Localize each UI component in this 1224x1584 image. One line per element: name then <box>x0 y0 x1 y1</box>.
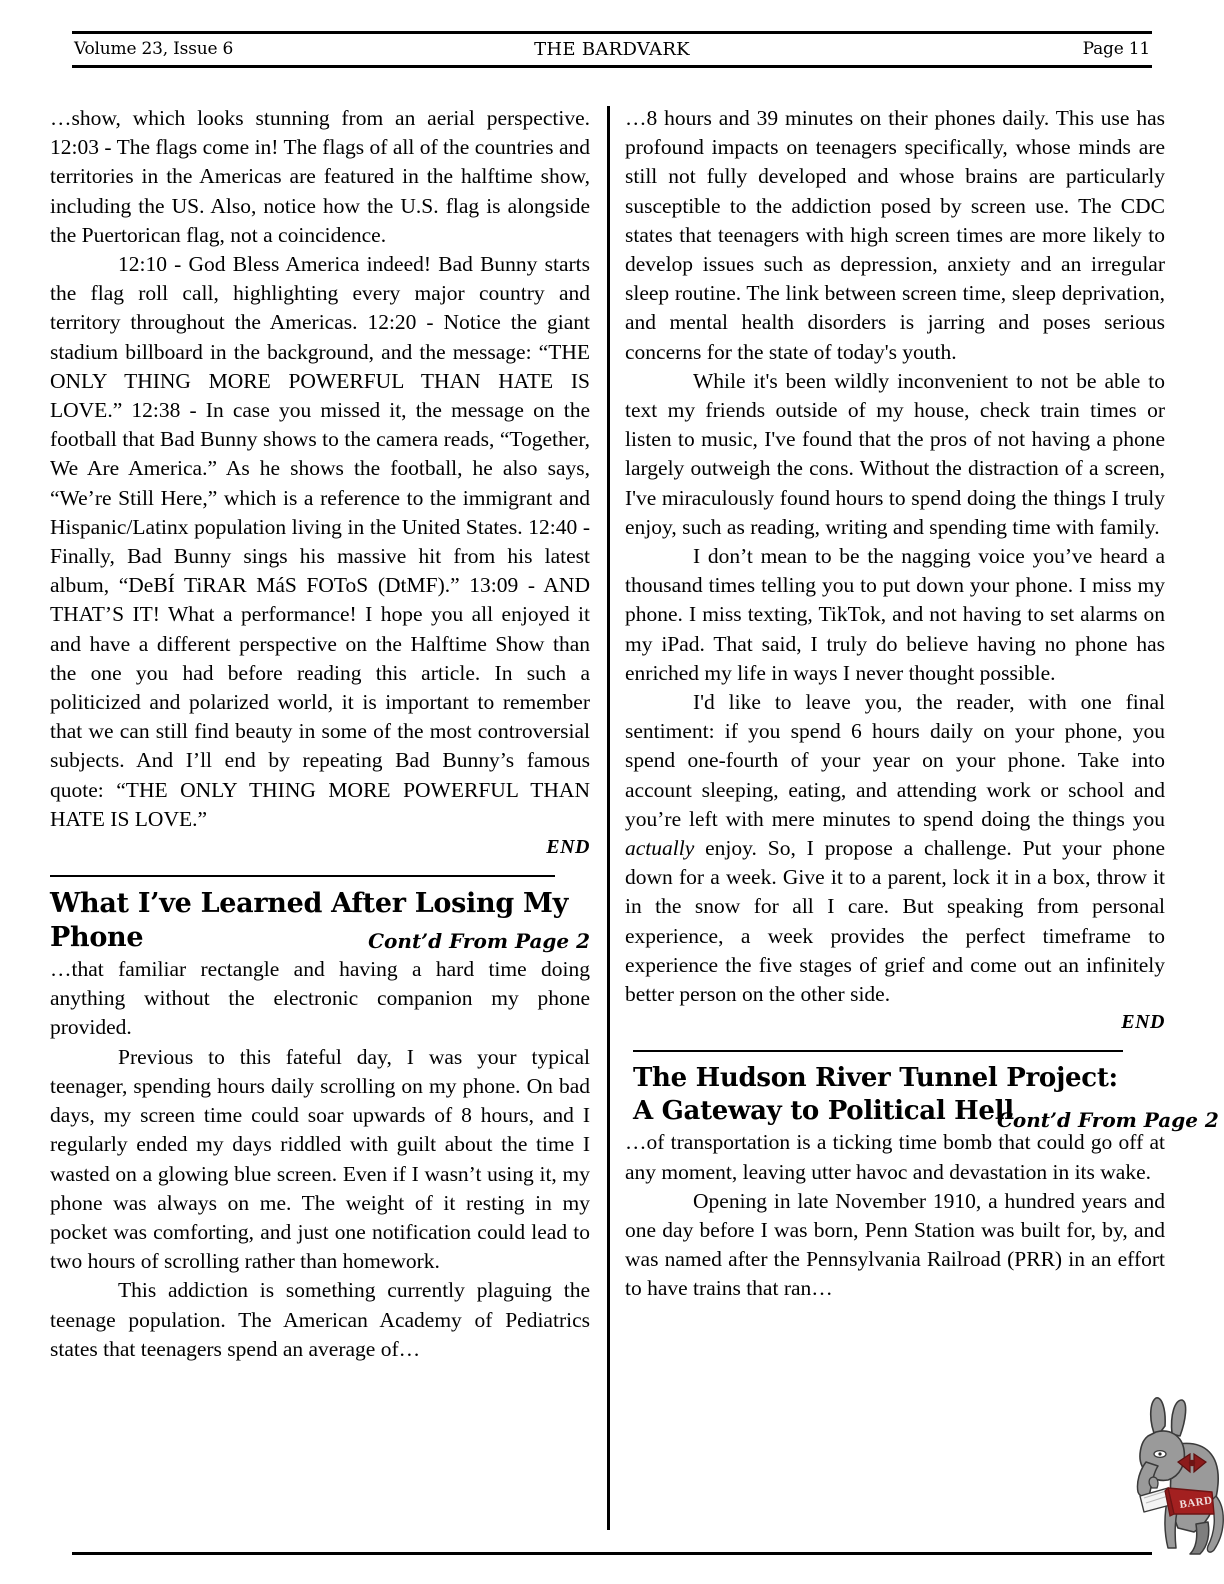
article-hudson-river-tunnel <box>625 1062 1219 1303</box>
paragraph: 12:10 - God Bless America indeed! Bad Bunny starts the flag roll call, highlighting every major country and territory throughout the Americas. 12:20 - Notice the giant stadium billboard in the background, and the message: “THE ONLY THING MORE POWERFUL THAN HATE IS LOVE.” 12:38 - In case you missed it, the message on the football that Bad Bunny shows to the camera reads, “Together, We Are America.” As he shows the football, he also says, “We’re Still Here,” which is a reference to the immigrant and Hispanic/Latinx population living in the United States. 12:40 - Finally, Bad Bunny sings his massive hit from his latest album, “DeBÍ TiRAR MáS FOToS (DtMF).” 13:09 - AND THAT’S IT! What a performance! I hope you all enjoyed it and have a different perspective on the Halftime Show than the one you had before reading this article. In such a politicized and polarized world, it is important to remember that we can still find beauty in some of the most controversial subjects. And I’ll end by repeating Bad Bunny’s famous quote: “THE ONLY THING MORE POWERFUL THAN HATE IS LOVE.” <box>50 252 590 831</box>
article-losing-my-phone-continued <box>625 104 1165 1034</box>
paragraph: Opening in late November 1910, a hundred years and one day before I was born, Penn Station was built for, by, and was named after the Pennsylvania Railroad (PRR) in an effort to have trains that ran… <box>625 1188 1165 1301</box>
article-headline-line-1: The Hudson River Tunnel Project: <box>633 1063 1118 1094</box>
emphasis-text: actually <box>625 836 695 861</box>
right-column <box>625 104 1219 1304</box>
paragraph: While it's been wildly inconvenient to not be able to text my friends outside of my house, check train times or listen to music, I've found that the pros of not having a phone largely outweigh the cons. Without the distraction of a screen, I've miraculously found hours to spend doing the things I truly enjoy, such as reading, writing and spending time with family. <box>625 368 1165 539</box>
masthead-rule-bottom <box>72 65 1152 68</box>
paragraph: …8 hours and 39 minutes on their phones daily. This use has profound impacts on teenagers specifically, whose minds are still not fully developed and whose brains are particularly susceptible to the addiction posed by screen use. The CDC states that teenagers with high screen times are more likely to develop issues such as depression, anxiety and an irregular sleep routine. The link between screen time, sleep deprivation, and mental health disorders is jarring and poses serious concerns for the state of today's youth. <box>625 106 1165 364</box>
aardvark-icon <box>1122 1392 1224 1560</box>
article-headline-line-2: A Gateway to Political Hell <box>633 1096 1014 1127</box>
masthead-volume: Volume 23, Issue 6 <box>74 39 234 59</box>
article-separator <box>633 1050 1123 1052</box>
end-mark: END <box>546 836 590 859</box>
article-separator <box>50 875 555 877</box>
paragraph: Previous to this fateful day, I was your typical teenager, spending hours daily scrolling on my phone. On bad days, my screen time could soar upwards of 8 hours, and I regularly ended my days riddled with guilt about the time I wasted on a glowing blue screen. Even if I wasn’t using it, my phone was always on me. The weight of it resting in my pocket was comforting, and just one notification could lead to two hours of scrolling rather than homework. <box>50 1044 590 1274</box>
article-losing-my-phone <box>50 887 590 1364</box>
paragraph-text-part-2: enjoy. So, I propose a challenge. Put your phone down for a week. Give it to a parent, lock it in a box, throw it in the snow for all I care. But speaking from personal experience, a week provides the perfect timeframe to experience the five stages of grief and come out an infinitely better person on the other side. <box>625 836 1165 1007</box>
paragraph-text-part-1: I'd like to leave you, the reader, with one final sentiment: if you spend 6 hours daily on your phone, you spend one-fourth of your year on your phone. Take into account sleeping, eating, and attending work or school and you’re left with mere minutes to spend doing the things you <box>625 690 1165 831</box>
book-label: BARD <box>1178 1494 1214 1511</box>
page-bottom-rule <box>72 1552 1152 1555</box>
end-mark: END <box>1121 1011 1165 1034</box>
headline-row <box>625 1062 1219 1133</box>
paragraph: …of transportation is a ticking time bomb that could go off at any moment, leaving utter havoc and devastation in its wake. <box>625 1130 1165 1184</box>
paragraph-with-emphasis <box>625 688 1165 1009</box>
paragraph: I don’t mean to be the nagging voice you’ve heard a thousand times telling you to put down your phone. I miss my phone. I miss texting, TikTok, and not having to set alarms on my iPad. That said, I truly do believe having no phone has enriched my life in ways I never thought possible. <box>625 544 1165 685</box>
paragraph: …show, which looks stunning from an aerial perspective. 12:03 - The flags come in! The flags of all of the countries and territories in the Americas are featured in the halftime show, including the US. Also, notice how the U.S. flag is alongside the Puertorican flag, not a coincidence. <box>50 106 590 247</box>
article-halftime-show-continued <box>50 104 590 859</box>
masthead-page-number: Page 11 <box>1082 39 1150 59</box>
masthead-bar <box>72 34 1152 65</box>
masthead-title: THE BARDVARK <box>534 39 690 60</box>
paragraph: This addiction is something currently plaguing the teenage population. The American Academy of Pediatrics states that teenagers spend an average of… <box>50 1278 590 1361</box>
headline-row <box>50 887 590 955</box>
continued-from-label: Cont’d From Page 2 <box>997 1108 1219 1133</box>
aardvark-mascot-illustration <box>1122 1392 1224 1560</box>
left-column <box>50 104 590 1364</box>
article-headline[interactable]: What I’ve Learned After Losing My Phone <box>50 888 568 954</box>
continued-from-label: Cont’d From Page 2 <box>368 929 590 954</box>
column-divider <box>607 106 610 1530</box>
masthead <box>72 31 1152 68</box>
paragraph: …that familiar rectangle and having a hard time doing anything without the electronic companion my phone provided. <box>50 957 590 1040</box>
